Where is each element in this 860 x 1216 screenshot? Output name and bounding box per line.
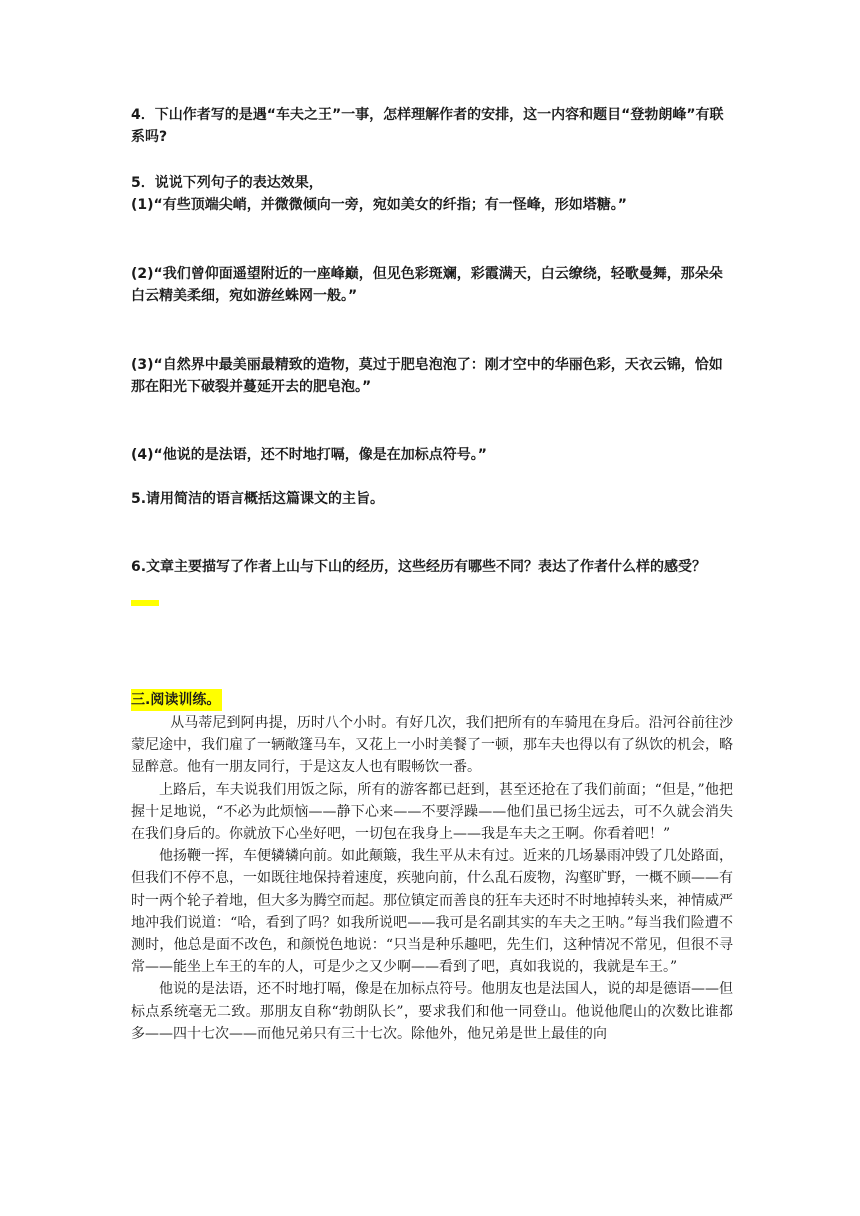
question-5-title: 5．说说下列句子的表达效果， xyxy=(131,175,323,191)
section-title: 三.阅读训练。 xyxy=(131,689,222,711)
question-5-item-3: (3)“自然界中最美丽最精致的造物，莫过于肥皂泡泡了：刚才空中的华丽色彩，天衣云锦，恰如那在阳光下破裂并蔓延开去的肥皂泡。” xyxy=(131,357,723,395)
question-5b: 5.请用简洁的语言概括这篇课文的主旨。 xyxy=(131,491,385,507)
highlight-mark xyxy=(131,600,159,606)
question-6: 6.文章主要描写了作者上山与下山的经历，这些经历有哪些不同？表达了作者什么样的感受？ xyxy=(131,559,707,575)
reading-passage xyxy=(131,712,733,1045)
question-4: 4．下山作者写的是遇“车夫之王”一事，怎样理解作者的安排，这一内容和题目“登勃朗峰”有联系吗? xyxy=(131,107,724,145)
passage-paragraph-1: 从马蒂尼到阿冉提，历时八个小时。有好几次，我们把所有的车骑甩在身后。沿河谷前往沙蒙尼途中，我们雇了一辆敞篷马车，又花上一小时美餐了一顿，那车夫也得以有了纵饮的机会，略显醉意。他有一朋友同行，于是这友人也有暇畅饮一番。 xyxy=(131,715,733,776)
passage-paragraph-3: 他扬鞭一挥，车便辚辚向前。如此颠簸，我生平从未有过。近来的几场暴雨冲毁了几处路面，但我们不停不息，一如既往地保持着速度，疾驰向前，什么乱石废物，沟壑旷野，一概不顾——有时一两个轮子着地，但大多为腾空而起。那位镇定而善良的狂车夫还时不时地掉转头来，神情威严地冲我们说道：“哈，看到了吗？如我所说吧——我可是名副其实的车夫之王呐。”每当我们险遭不测时，他总是面不改色，和颜悦色地说：“只当是种乐趣吧，先生们，这种情况不常见，但很不寻常——能坐上车王的车的人，可是少之又少啊——看到了吧，真如我说的，我就是车王。” xyxy=(131,848,733,976)
question-5-item-2: (2)“我们曾仰面遥望附近的一座峰巅，但见色彩斑斓，彩霞满天，白云缭绕，轻歌曼舞，那朵朵白云精美柔细，宛如游丝蛛网一般。” xyxy=(131,266,723,304)
question-5-item-1: (1)“有些顶端尖峭，并微微倾向一旁，宛如美女的纤指；有一怪峰，形如塔糖。” xyxy=(131,197,627,213)
passage-paragraph-4: 他说的是法语，还不时地打嗝，像是在加标点符号。他朋友也是法国人，说的却是德语——但标点系统毫无二致。那朋友自称“勃朗队长”，要求我们和他一同登山。他说他爬山的次数比谁都多——四十七次——而他兄弟只有三十七次。除他外，他兄弟是世上最佳的向 xyxy=(131,981,733,1042)
passage-paragraph-2: 上路后，车夫说我们用饭之际，所有的游客都已赶到，甚至还抢在了我们前面；“但是，”他把握十足地说，“不必为此烦恼——静下心来——不要浮躁——他们虽已扬尘远去，可不久就会消失在我们身后的。你就放下心坐好吧，一切包在我身上——我是车夫之王啊。你看着吧！” xyxy=(131,781,733,843)
question-5-item-4: (4)“他说的是法语，还不时地打嗝，像是在加标点符号。” xyxy=(131,447,487,463)
